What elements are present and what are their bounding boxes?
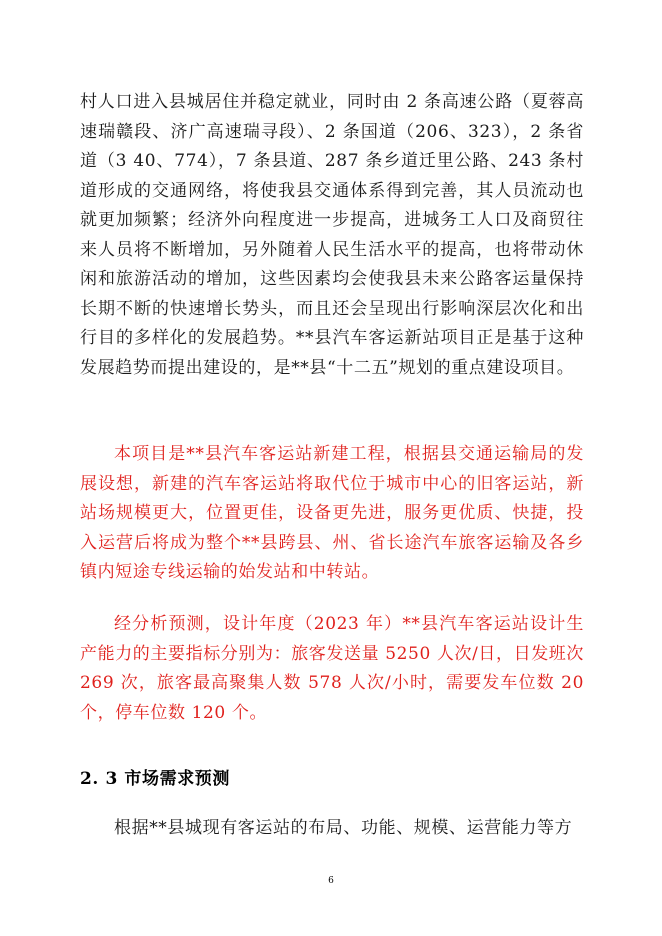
page-number: 6 — [328, 876, 334, 886]
body-paragraph-project-overview: 本项目是**县汽车客运站新建工程，根据县交通运输局的发展设想，新建的汽车客运站将取代位于城市中心的旧客运站，新站场规模更大，位置更佳，设备更先进，服务更优质、快捷，投入运营后将成为整个**县跨县、州、省长途汽车旅客运输及各乡镇内短途专线运输的始发站和中转站。 — [80, 444, 584, 582]
body-paragraph-capacity-forecast: 经分析预测，设计年度（2023 年）**县汽车客运站设计生产能力的主要指标分别为：旅客发送量 5250 人次/日，日发班次 269 次，旅客最高聚集人数 578 人次/小时，需要发车位数 20 个，停车位数 120 个。 — [80, 614, 584, 723]
section-heading: 2. 3 市场需求预测 — [80, 769, 231, 789]
body-paragraph-transport-network: 村人口进入县城居住并稳定就业，同时由 2 条高速公路（夏蓉高速瑞赣段、济广高速瑞寻段）、2 条国道（206、323），2 条省道（3 40、774），7 条县道、287 条乡道迁里公路、243 条村道形成的交通网络，将使我县交通体系得到完善，其人员流动也就更加频繁；经济外向程度进一步提高，进城务工人口及商贸往来人员将不断增加，另外随着人民生活水平的提高，也将带动休闲和旅游活动的增加，这些因素均会使我县未来公路客运量保持长期不断的快速增长势头，而且还会呈现出行影响深层次化和出行目的多样化的发展趋势。**县汽车客运新站项目正是基于这种发展趋势而提出建设的，是**县“十二五”规划的重点建设项目。 — [80, 92, 584, 378]
body-paragraph-market-demand: 根据**县城现有客运站的布局、功能、规模、运营能力等方 — [114, 818, 573, 838]
